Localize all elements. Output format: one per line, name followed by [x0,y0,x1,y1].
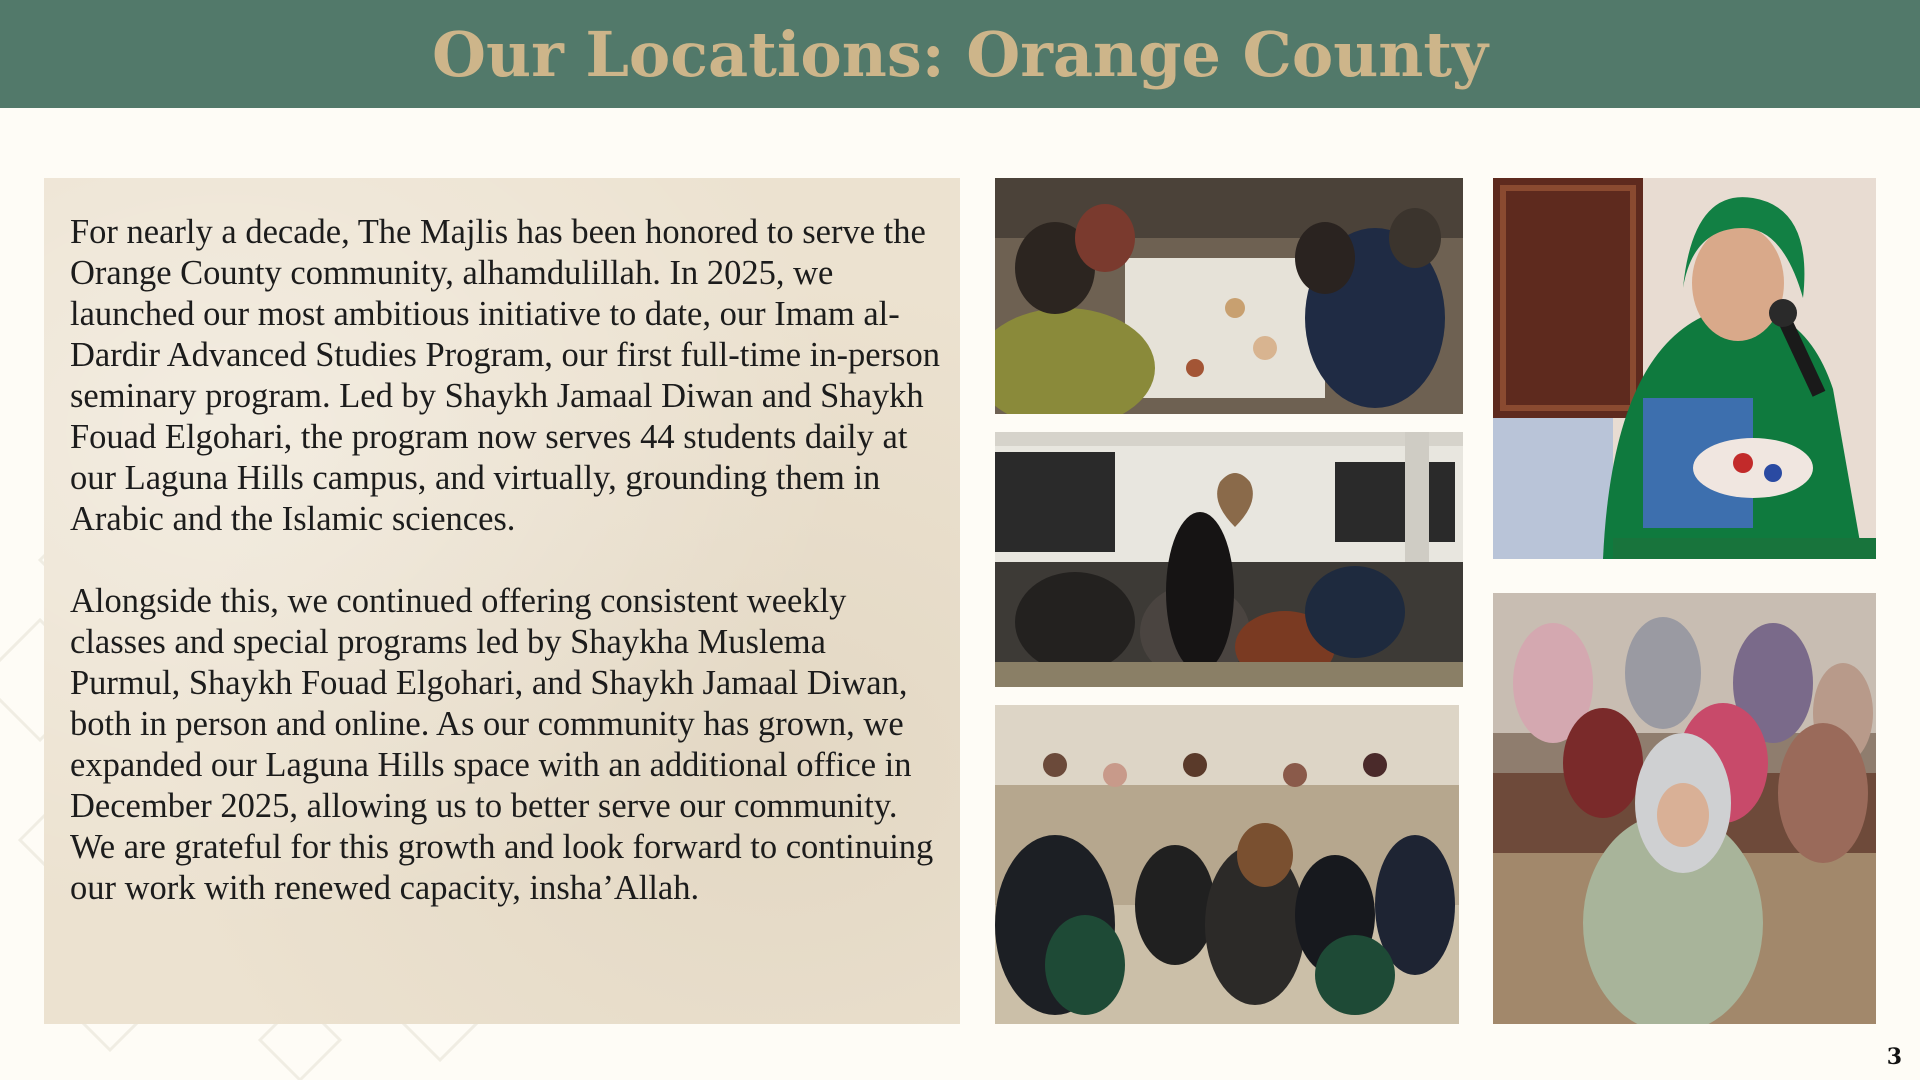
text-panel [44,178,960,1024]
photo-hall-gathering [995,432,1463,687]
photo-class-session [995,705,1459,1024]
body-paragraph: Alongside this, we continued offering consistent weekly classes and special programs led by Shaykha Muslema Purmul, Shaykh Fouad Elgohari, and Shaykh Jamaal Diwan, both in person and online. As our community has grown, we expanded our Laguna Hills space with an additional office in December 2025, allowing us to better serve our community. We are grateful for this growth and look forward to continuing our work with renewed capacity, insha’Allah. [70,582,934,907]
page-title: Our Locations: Orange County [431,18,1489,91]
photo-community-meal [995,178,1463,414]
header-banner [0,0,1920,108]
page-number: 3 [1886,1044,1902,1070]
photo-women-gathering [1493,593,1876,1024]
photo-speaker [1493,178,1876,559]
body-paragraph: For nearly a decade, The Majlis has been honored to serve the Orange County community, alhamdulillah. In 2025, we launched our most ambitious initiative to date, our Imam al-Dardir Advanced Studies Program, our first full-time in-person seminary program. Led by Shaykh Jamaal Diwan and Shaykh Fouad Elgohari, the program now serves 44 students daily at our Laguna Hills campus, and virtually, grounding them in Arabic and the Islamic sciences. [70,213,940,538]
